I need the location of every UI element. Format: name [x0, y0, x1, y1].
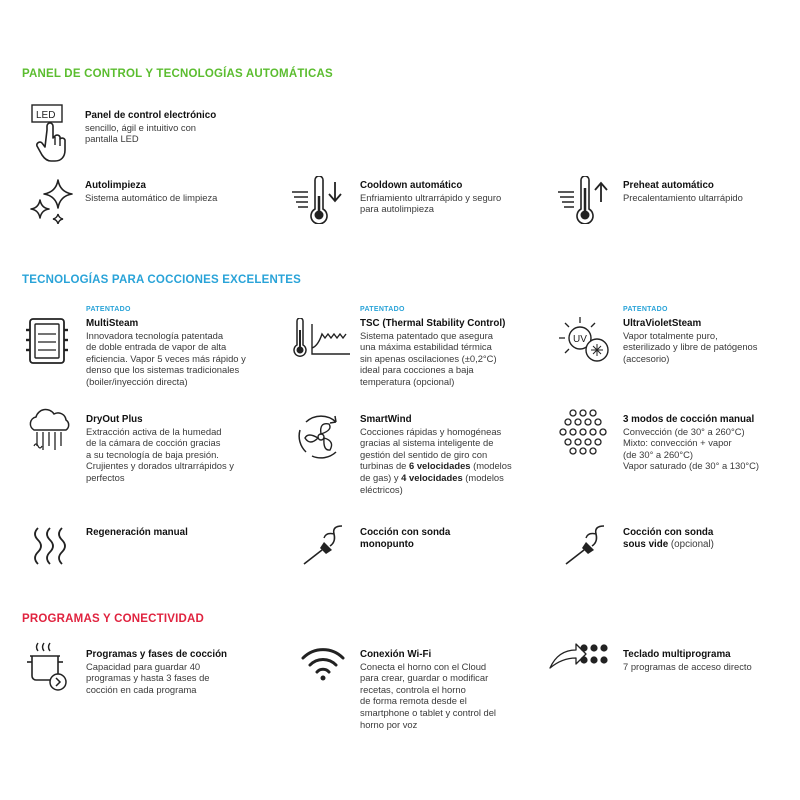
autolimpieza-title: Autolimpieza	[85, 180, 146, 191]
cooldown-title: Cooldown automático	[360, 180, 463, 191]
sousvide-optional: (opcional)	[668, 538, 714, 550]
probe-sousvide-icon	[562, 524, 606, 568]
regen-title: Regeneración manual	[86, 527, 188, 538]
uv-label: UV	[573, 334, 587, 345]
thermometer-down-icon	[290, 176, 350, 224]
preheat-desc: Precalentamiento ultarrápido	[623, 191, 743, 203]
steam-waves-icon	[30, 526, 70, 568]
dryout-desc: Extracción activa de la humedad de la cámara de cocción gracias a su tecnología de baja presión. Crujientes y dorados ultrarrápidos y perfectos	[86, 425, 234, 483]
pot-timer-icon	[26, 640, 72, 698]
oven-icon	[24, 318, 70, 364]
smartwind-title: SmartWind	[360, 414, 412, 425]
section-title-panel: PANEL DE CONTROL Y TECNOLOGÍAS AUTOMÁTICAS	[22, 68, 333, 80]
section-title-cooking: TECNOLOGÍAS PARA COCCIONES EXCELENTES	[22, 274, 301, 286]
smartwind-desc: Cocciones rápidas y homogéneas gracias al sistema inteligente de gestión del sentido de giro con turbinas de 6 velocidades (modelos de gas) y 4 velocidades (modelos eléctricos)	[360, 425, 512, 495]
patent-badge-uv: PATENTADO	[623, 306, 668, 313]
dots-grid-icon	[554, 408, 610, 456]
sousvide-title: Cocción con sonda sous vide (opcional)	[623, 527, 714, 550]
fan-icon	[294, 410, 348, 464]
dryout-title: DryOut Plus	[86, 414, 143, 425]
wifi-title: Conexión Wi-Fi	[360, 649, 432, 660]
autolimpieza-desc: Sistema automático de limpieza	[85, 191, 218, 203]
multisteam-title: MultiSteam	[86, 318, 139, 329]
thermometer-up-icon	[556, 176, 616, 224]
section-title-programs: PROGRAMAS Y CONECTIVIDAD	[22, 613, 205, 625]
probe-icon	[300, 524, 344, 568]
patent-badge-tsc: PATENTADO	[360, 306, 405, 313]
patent-badge-multisteam: PATENTADO	[86, 306, 131, 313]
modes-title: 3 modos de cocción manual	[623, 414, 755, 425]
wifi-icon	[300, 646, 346, 682]
sparkle-icon	[28, 178, 76, 224]
multisteam-desc: Innovadora tecnología patentada de doble entrada de vapor de alta eficiencia. Vapor 5 veces más rápido y denso que los sistemas tradicionales (boiler/inyección directa)	[86, 329, 246, 387]
led-title: Panel de control electrónico	[85, 110, 217, 121]
teclado-desc: 7 programas de acceso directo	[623, 660, 752, 672]
wifi-desc: Conecta el horno con el Cloud para crear, guardar o modificar recetas, controla el horno de forma remota desde el smartphone o tablet y control del horno por voz	[360, 660, 497, 730]
fases-title: Programas y fases de cocción	[86, 649, 228, 660]
thermal-graph-icon	[292, 318, 352, 358]
tsc-title: TSC (Thermal Stability Control)	[360, 318, 506, 329]
fases-desc: Capacidad para guardar 40 programas y hasta 3 fases de cocción en cada programa	[86, 660, 210, 695]
sonda-title: Cocción con sonda monopunto	[360, 527, 451, 550]
led-touch-icon	[30, 104, 70, 162]
preheat-title: Preheat automático	[623, 180, 714, 191]
led-label: LED	[36, 110, 56, 121]
dry-cloud-icon	[24, 408, 74, 454]
tsc-desc: Sistema patentado que asegura una máxima estabilidad térmica sin apenas oscilaciones (±0,2°C) ideal para cocciones a baja temperatura (opcional)	[360, 329, 497, 387]
modes-desc: Convección (de 30° a 260°C) Mixto: convección + vapor (de 30° a 260°C) Vapor saturado (de 30° a 130°C)	[623, 425, 760, 472]
uv-sun-icon	[556, 314, 612, 366]
uv-title: UltraVioletSteam	[623, 318, 702, 329]
teclado-title: Teclado multiprograma	[623, 649, 731, 660]
uv-desc: Vapor totalmente puro, esterilizado y libre de patógenos (accesorio)	[623, 329, 758, 364]
led-desc: sencillo, ágil e intuitivo con pantalla LED	[85, 121, 196, 145]
keypad-arrow-icon	[548, 638, 612, 674]
cooldown-desc: Enfriamiento ultrarrápido y seguro para autolimpieza	[360, 191, 502, 215]
